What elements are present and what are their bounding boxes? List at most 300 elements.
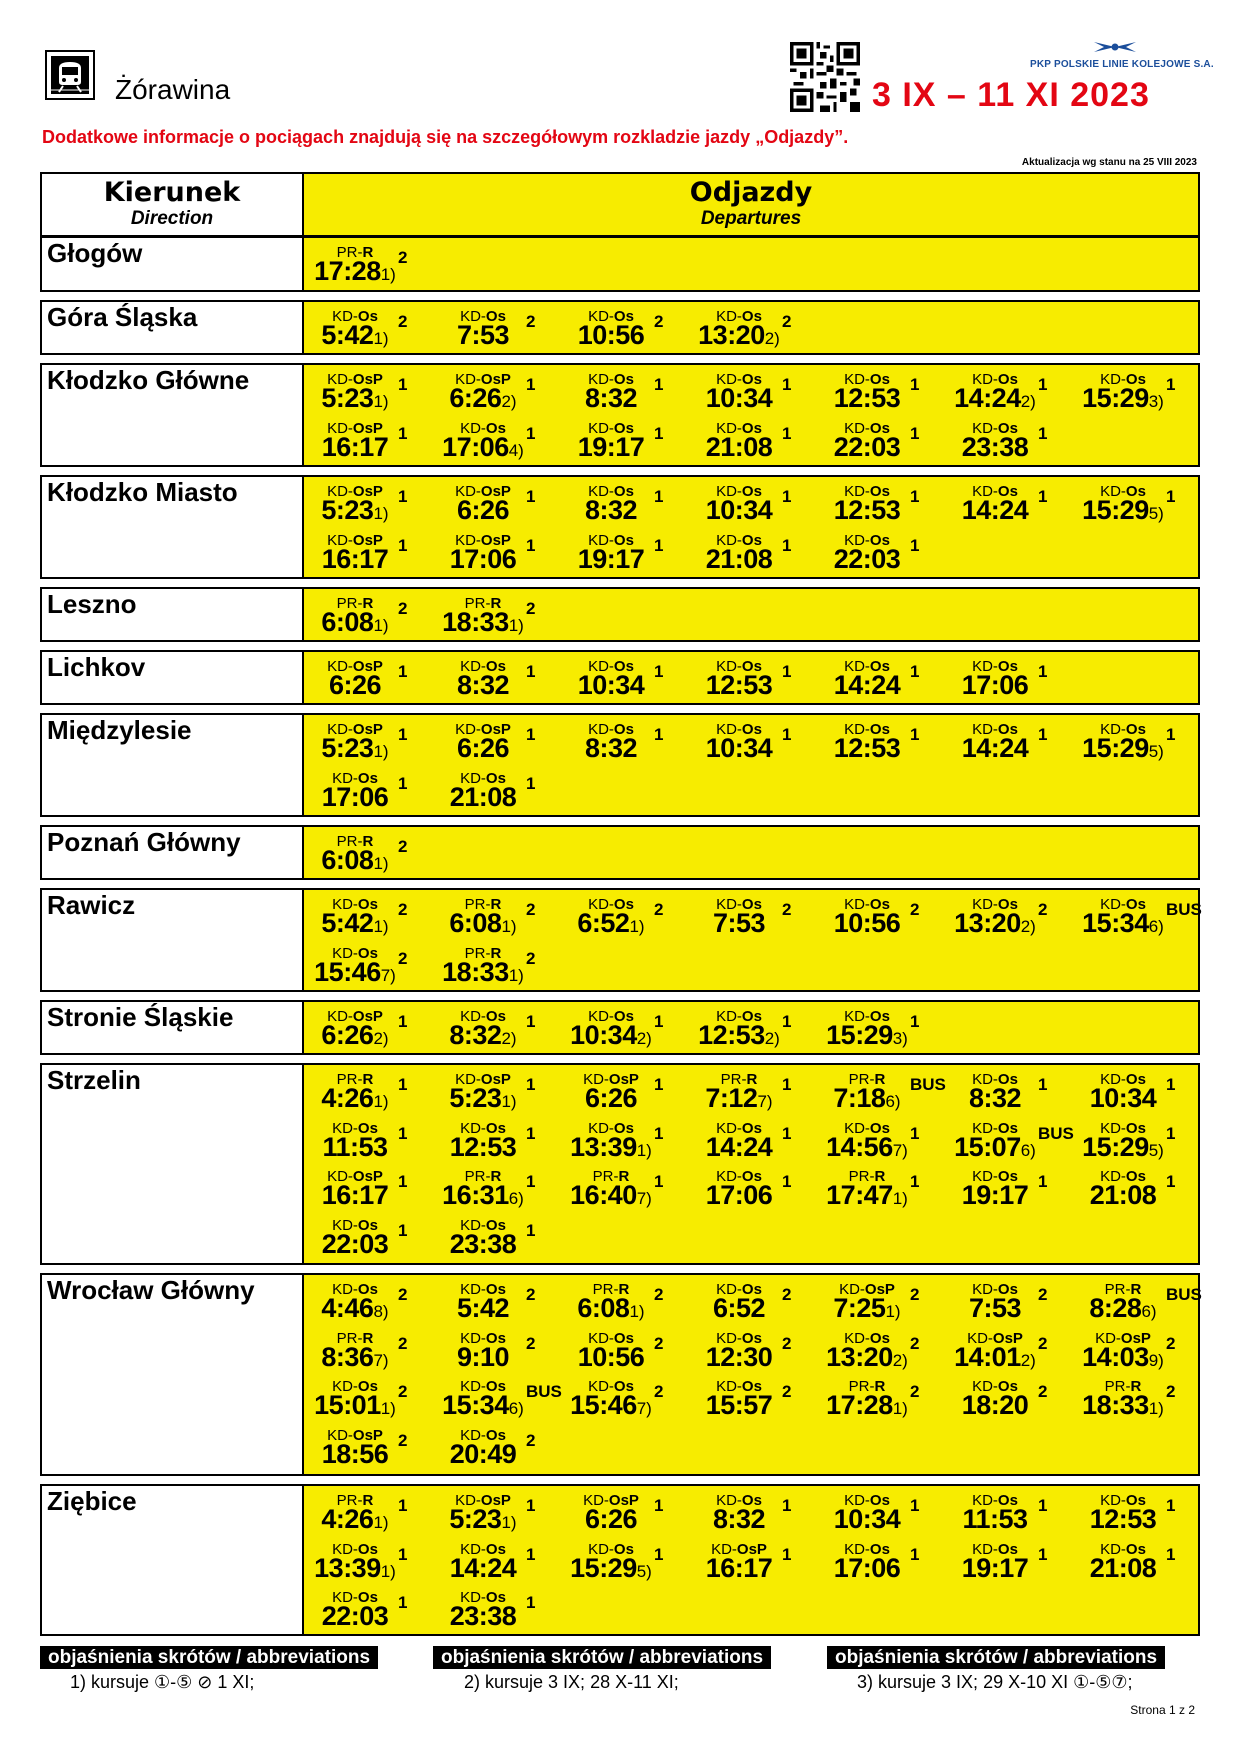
departures-cell (304, 652, 1198, 703)
departure-time: 4:26 (321, 1083, 374, 1113)
departure-item (822, 1330, 950, 1380)
departure-time-group (822, 1132, 912, 1163)
departure-item (822, 1541, 950, 1591)
footnote-ref: 7) (892, 1140, 908, 1160)
departure-time: 14:24 (961, 733, 1029, 763)
departure-item (566, 483, 694, 533)
class-marker: 1 (782, 1496, 792, 1515)
category-code: Os (485, 1426, 506, 1444)
departure-item (310, 1427, 438, 1477)
category-code: Os (869, 483, 890, 500)
direction-header (42, 174, 304, 235)
departure-time: 13:20 (698, 320, 765, 350)
departure-item (438, 1168, 566, 1218)
departure-item (438, 308, 566, 358)
departure-item (438, 721, 566, 771)
departure-item (694, 658, 822, 708)
departure-time: 6:26 (328, 670, 382, 700)
departure-time: 10:34 (577, 670, 645, 700)
departure-time-group (1078, 1504, 1168, 1535)
departure-item (822, 1492, 950, 1542)
departure-time: 17:06 (961, 670, 1029, 700)
carrier-prefix: KD- (332, 1540, 358, 1558)
footnote-ref: 5) (1148, 1140, 1164, 1160)
departure-item (950, 721, 1078, 771)
footnote-ref: 2) (1020, 1350, 1036, 1370)
page-number: Strona 1 z 2 (1130, 1703, 1195, 1717)
category-code: Os (869, 419, 890, 437)
category-code: Os (741, 1378, 762, 1395)
departure-item (438, 371, 566, 421)
departure-time: 11:53 (962, 1504, 1028, 1534)
direction-name: Poznań Główny (47, 827, 241, 857)
departure-item (694, 1168, 822, 1218)
carrier-prefix: KD- (588, 308, 614, 325)
carrier-prefix: KD- (332, 1216, 358, 1234)
departure-item (310, 721, 438, 771)
departures-cell (304, 827, 1198, 878)
departures-cell (304, 1486, 1198, 1634)
direction-name: Ziębice (47, 1486, 137, 1516)
departure-item (694, 1281, 822, 1331)
departure-time: 8:28 (1089, 1293, 1142, 1323)
carrier-prefix: KD- (716, 1281, 742, 1298)
carrier-prefix: KD- (1100, 371, 1126, 388)
footnote-number: 2) (464, 1672, 481, 1692)
departure-time-group (950, 670, 1040, 701)
info-note: Dodatkowe informacje o pociągach znajdują się na szczegółowym rozkladzie jazdy „Odjazdy”. (42, 127, 849, 147)
departure-time: 15:34 (1082, 908, 1149, 938)
departure-time-group (310, 1390, 400, 1421)
departure-item (438, 1330, 566, 1380)
carrier-prefix: KD- (455, 531, 481, 549)
class-marker: BUS (910, 1075, 946, 1094)
class-marker: 2 (398, 599, 408, 618)
footnote-ref: 8) (373, 1302, 389, 1321)
carrier-prefix: PR- (464, 944, 491, 962)
category-code: R (1130, 1281, 1142, 1298)
footnote-ref: 5) (636, 1561, 652, 1581)
departure-time: 15:46 (570, 1390, 637, 1420)
category-code: R (490, 896, 502, 913)
departure-time: 5:23 (321, 383, 374, 413)
footnote-ref: 1) (373, 854, 389, 873)
departure-time-group (694, 1020, 784, 1051)
departure-time: 10:34 (705, 733, 773, 763)
footnote-ref: 6) (1020, 1140, 1036, 1160)
carrier-prefix: KD- (588, 371, 614, 388)
footnote-ref: 1) (501, 1513, 517, 1532)
category-code: Os (613, 419, 634, 437)
category-code: Os (613, 658, 634, 675)
carrier-prefix: PR- (336, 1492, 363, 1509)
footnote-ref: 1) (373, 1092, 389, 1111)
departure-time: 14:24 (961, 495, 1029, 525)
departure-time-group (950, 908, 1040, 939)
departure-item (310, 1120, 438, 1170)
departure-time: 16:31 (442, 1180, 509, 1210)
departure-item (310, 483, 438, 533)
direction-cell (42, 715, 304, 815)
carrier-prefix: PR- (848, 1168, 875, 1185)
category-code: OsP (352, 371, 383, 388)
carrier-prefix: KD- (844, 371, 870, 388)
category-code: R (490, 944, 502, 962)
departure-item (566, 1541, 694, 1591)
footnote-ref: 1) (380, 265, 396, 284)
departure-time: 17:28 (314, 256, 381, 286)
footnote-ref: 7) (380, 965, 396, 985)
direction-cell (42, 1486, 304, 1634)
departure-time-group (310, 432, 400, 463)
departure-time-group (1078, 1132, 1168, 1163)
class-marker: 1 (654, 1172, 664, 1191)
class-marker: 1 (782, 375, 792, 394)
carrier-prefix: KD- (716, 1492, 742, 1509)
direction-cell (42, 1002, 304, 1053)
departure-time: 12:53 (833, 495, 901, 525)
direction-name: Góra Śląska (47, 302, 198, 332)
class-marker: 2 (910, 1333, 920, 1353)
class-marker: 1 (910, 1123, 920, 1143)
carrier-prefix: KD- (716, 1008, 742, 1025)
departure-time-group (694, 495, 784, 526)
carrier-prefix: KD- (1100, 483, 1126, 500)
direction-cell (42, 365, 304, 465)
carrier-prefix: KD- (839, 1281, 865, 1298)
carrier-prefix: KD- (460, 1329, 486, 1347)
departure-item (950, 1168, 1078, 1218)
class-marker: 2 (782, 900, 792, 919)
class-marker: 1 (398, 375, 408, 394)
departure-time-group (566, 1553, 656, 1584)
class-marker: 2 (526, 1285, 536, 1304)
class-marker: 1 (782, 423, 792, 443)
departure-time-group (822, 1504, 912, 1535)
departure-time: 14:03 (1082, 1341, 1149, 1372)
departure-item (438, 532, 566, 582)
departure-time-group (310, 1601, 400, 1632)
class-marker: 1 (398, 423, 408, 443)
departure-time: 6:52 (712, 1293, 766, 1323)
footnote-ref: 1) (501, 917, 517, 936)
class-marker: 1 (782, 1075, 792, 1094)
direction-cell (42, 827, 304, 878)
departure-item (822, 896, 950, 946)
class-marker: 1 (910, 1172, 920, 1191)
category-code: Os (613, 1008, 634, 1025)
departure-item (822, 1071, 950, 1121)
departure-time-group (822, 1342, 912, 1373)
departure-time-group (310, 1229, 400, 1260)
timetable-row (40, 363, 1200, 467)
class-marker: 1 (526, 1220, 536, 1240)
class-marker: 2 (654, 1382, 664, 1401)
carrier-prefix: KD- (460, 1008, 486, 1025)
departure-time: 17:28 (826, 1390, 893, 1420)
departure-time-group (566, 733, 656, 764)
category-code: Os (869, 658, 890, 675)
carrier-prefix: KD- (460, 308, 486, 325)
class-marker: 1 (1038, 423, 1048, 443)
carrier-prefix: KD- (583, 1071, 609, 1088)
class-marker: 1 (1166, 1496, 1176, 1515)
departure-time-group (438, 1390, 528, 1421)
class-marker: 1 (654, 1544, 664, 1564)
footnote-ref: 1) (373, 504, 389, 523)
departure-time: 15:29 (826, 1020, 893, 1050)
class-marker: 1 (398, 1544, 408, 1564)
departure-time: 15:29 (1082, 383, 1149, 413)
departure-item (438, 1008, 566, 1058)
departure-time: 14:24 (449, 1552, 517, 1583)
carrier-prefix: KD- (327, 1426, 353, 1444)
direction-name: Głogów (47, 238, 143, 268)
carrier-prefix: KD- (844, 721, 870, 738)
departure-item (1078, 1281, 1206, 1331)
category-code: Os (357, 1540, 378, 1558)
train-icon (45, 50, 95, 100)
class-marker: 2 (654, 1285, 664, 1304)
departure-time: 6:26 (456, 733, 510, 763)
timetable-row (40, 1063, 1200, 1265)
class-marker: 2 (1038, 1285, 1048, 1304)
carrier-prefix: KD- (716, 1119, 742, 1137)
category-code: Os (613, 371, 634, 388)
departure-item (438, 658, 566, 708)
departure-time-group (438, 320, 528, 351)
category-code: Os (869, 1492, 890, 1509)
category-code: Os (869, 1540, 890, 1558)
departure-item (694, 532, 822, 582)
carrier-prefix: KD- (844, 419, 870, 437)
class-marker: 1 (910, 1544, 920, 1564)
category-code: Os (485, 419, 506, 437)
departure-time-group (1078, 908, 1168, 939)
class-marker: 1 (398, 773, 408, 793)
category-code: Os (613, 1540, 634, 1558)
class-marker: 1 (782, 1544, 792, 1564)
category-code: Os (741, 483, 762, 500)
carrier-prefix: KD- (583, 1492, 609, 1509)
departure-time-group (310, 320, 400, 351)
departure-item (438, 483, 566, 533)
class-marker: 2 (782, 1382, 792, 1401)
departure-item (1078, 483, 1206, 533)
category-code: R (618, 1168, 630, 1185)
departure-time: 19:17 (577, 431, 645, 462)
footnote-ref: 2) (764, 1029, 780, 1048)
footnote-ref: 1) (501, 1092, 517, 1111)
departure-time: 14:01 (954, 1341, 1021, 1372)
carrier-prefix: KD- (332, 1119, 358, 1137)
departure-item (438, 1071, 566, 1121)
departure-time: 18:33 (442, 956, 509, 987)
abbreviations-heading-3: objaśnienia skrótów / abbreviations (827, 1646, 1165, 1669)
departure-item (438, 1217, 566, 1267)
departure-time-group (438, 607, 528, 638)
departure-time-group (1078, 495, 1168, 526)
departure-time: 20:49 (449, 1438, 517, 1469)
carrier-prefix: KD- (327, 1008, 353, 1025)
departure-time: 12:53 (1089, 1504, 1157, 1534)
direction-name: Międzylesie (47, 715, 192, 745)
departure-time-group (310, 908, 400, 939)
departure-time-group (1078, 1083, 1168, 1114)
footnote-number: 3) (857, 1672, 874, 1692)
departure-item (566, 420, 694, 470)
category-code: Os (869, 721, 890, 738)
carrier-prefix: KD- (460, 1589, 486, 1606)
departure-time: 6:26 (449, 383, 502, 413)
footnote-ref: 7) (636, 1189, 652, 1208)
direction-name: Stronie Śląskie (47, 1002, 234, 1032)
carrier-prefix: PR- (848, 1071, 875, 1088)
departure-time: 13:20 (826, 1341, 893, 1372)
departure-time-group (694, 1390, 784, 1421)
carrier-prefix: KD- (460, 419, 486, 437)
carrier-prefix: KD- (588, 1329, 614, 1347)
departure-item (1078, 1168, 1206, 1218)
category-code: Os (485, 308, 506, 325)
departure-time-group (1078, 1390, 1168, 1421)
footnote-ref: 1) (885, 1302, 901, 1321)
departure-time: 23:38 (449, 1228, 517, 1259)
departure-time-group (822, 495, 912, 526)
departure-time-group (438, 1132, 528, 1163)
direction-cell (42, 890, 304, 990)
category-code: Os (357, 769, 378, 787)
category-code: OsP (608, 1071, 639, 1088)
departure-item (438, 1492, 566, 1542)
category-code: Os (1125, 721, 1146, 738)
timetable-row (40, 1273, 1200, 1476)
departure-item (310, 1541, 438, 1591)
class-marker: 2 (526, 900, 536, 919)
direction-header-label-en: Direction (130, 208, 214, 229)
departure-time: 16:17 (321, 431, 389, 462)
departure-time: 10:34 (570, 1020, 637, 1050)
departure-time: 15:46 (314, 956, 381, 987)
category-code: Os (741, 1168, 762, 1185)
category-code: R (1130, 1378, 1142, 1395)
class-marker: 2 (654, 900, 664, 919)
category-code: Os (613, 1119, 634, 1137)
carrier-prefix: KD- (460, 1119, 486, 1137)
category-code: OsP (352, 1426, 383, 1444)
departure-time-group (566, 495, 656, 526)
footnote-ref: 6) (885, 1092, 901, 1111)
category-code: Os (1125, 896, 1146, 913)
category-code: Os (357, 1589, 378, 1606)
departure-time: 4:26 (321, 1504, 374, 1534)
departure-item (950, 1492, 1078, 1542)
departure-time-group (566, 1293, 656, 1324)
class-marker: 1 (782, 725, 792, 744)
carrier-prefix: KD- (1100, 896, 1126, 913)
category-code: Os (741, 896, 762, 913)
footnote-ref: 1) (373, 742, 389, 761)
departure-item (694, 1071, 822, 1121)
class-marker: 1 (910, 423, 920, 443)
footnote-ref: 1) (508, 965, 524, 985)
departure-time-group (822, 1020, 912, 1051)
class-marker: 2 (526, 1333, 536, 1353)
departure-time: 6:26 (321, 1020, 374, 1050)
carrier-prefix: KD- (455, 1071, 481, 1088)
category-code: OsP (352, 658, 383, 675)
footnote-1 (70, 1672, 254, 1693)
departure-time-group (1078, 1553, 1168, 1584)
category-code: Os (1125, 371, 1146, 388)
carrier-prefix: PR- (592, 1168, 619, 1185)
departure-item (694, 1541, 822, 1591)
departure-item (950, 1281, 1078, 1331)
departure-item (566, 1281, 694, 1331)
departure-time: 15:29 (1082, 1131, 1149, 1162)
category-code: Os (741, 1008, 762, 1025)
carrier-prefix: KD- (716, 1378, 742, 1395)
carrier-prefix: KD- (460, 769, 486, 787)
carrier-prefix: KD- (844, 1008, 870, 1025)
carrier-prefix: KD- (588, 419, 614, 437)
category-code: R (362, 1329, 374, 1347)
departure-time: 5:42 (321, 908, 374, 938)
qr-code-icon[interactable] (790, 42, 860, 112)
footnote-ref: 1) (373, 329, 389, 348)
class-marker: 1 (398, 1593, 408, 1612)
category-code: Os (741, 1281, 762, 1298)
departure-time-group (566, 320, 656, 351)
departure-time: 18:33 (1082, 1390, 1149, 1420)
departure-time-group (950, 1293, 1040, 1324)
footnote-ref: 1) (373, 392, 389, 411)
footnote-ref: 7) (757, 1092, 773, 1111)
class-marker: 2 (910, 900, 920, 919)
footnote-text: kursuje 3 IX; 28 X-11 XI; (480, 1672, 679, 1692)
departure-time: 17:06 (442, 431, 509, 462)
category-code: Os (1125, 1492, 1146, 1509)
departure-item (950, 896, 1078, 946)
departures-header-label: Odjazdy (689, 177, 813, 208)
category-code: Os (741, 658, 762, 675)
departure-time-group (310, 845, 400, 876)
class-marker: 1 (782, 487, 792, 506)
class-marker: 1 (398, 662, 408, 681)
carrier-prefix: KD- (972, 896, 998, 913)
departure-time: 12:53 (698, 1020, 765, 1050)
departure-time: 14:24 (705, 1131, 773, 1162)
class-marker: 2 (782, 312, 792, 331)
departure-time-group (694, 1293, 784, 1324)
carrier-prefix: PR- (464, 1168, 491, 1185)
departure-time-group (438, 1504, 528, 1535)
class-marker: 1 (1166, 1544, 1176, 1564)
departure-item (694, 371, 822, 421)
departure-time-group (950, 1132, 1040, 1163)
carrier-prefix: KD- (844, 896, 870, 913)
departure-item (694, 420, 822, 470)
departure-item (310, 1217, 438, 1267)
departures-cell (304, 715, 1198, 815)
departure-time-group (310, 1293, 400, 1324)
category-code: Os (997, 1492, 1018, 1509)
departure-time: 4:46 (321, 1293, 374, 1323)
category-code: Os (997, 1071, 1018, 1088)
departure-time-group (822, 1293, 912, 1324)
departure-time-group (822, 1553, 912, 1584)
category-code: Os (485, 658, 506, 675)
